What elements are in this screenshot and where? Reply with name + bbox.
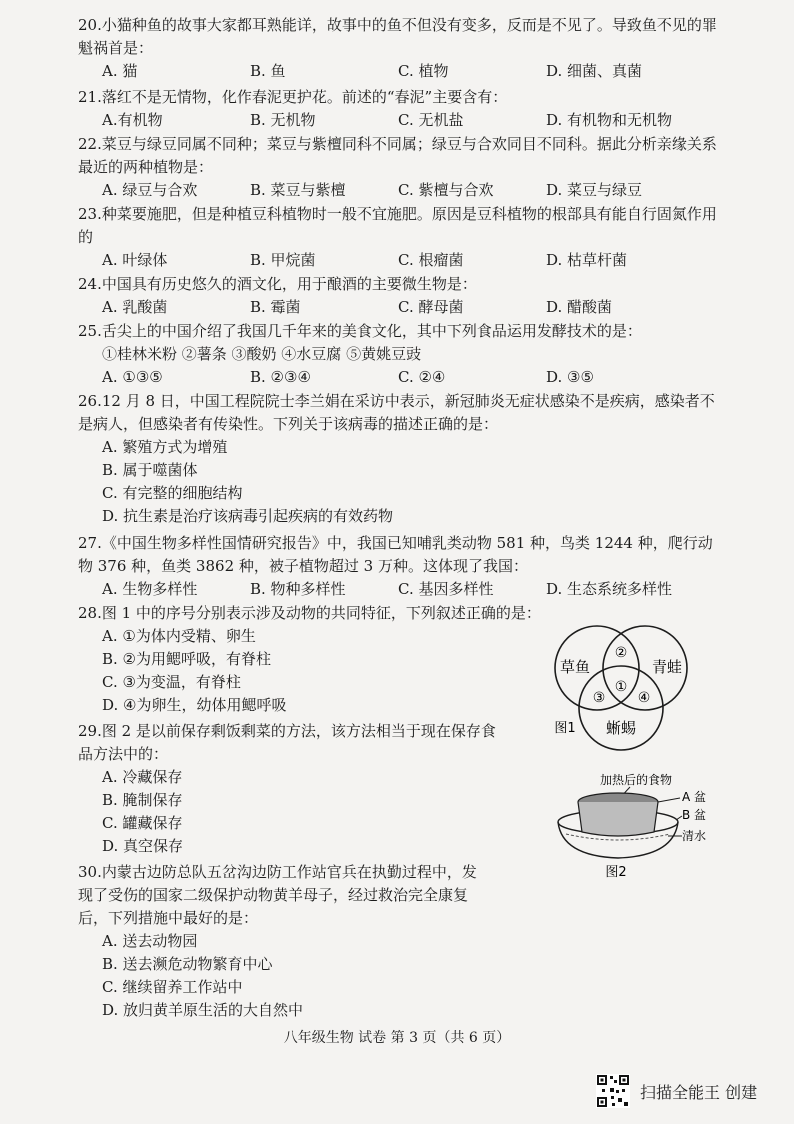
label-basin-b: B 盆 (682, 808, 707, 822)
option-b: B. 霉菌 (250, 298, 301, 316)
figure-1-caption: 图1 (554, 721, 576, 736)
question-29 (78, 720, 498, 858)
question-stem: 30.内蒙古边防总队五岔沟边防工作站官兵在执勤过程中，发现了受伤的国家二级保护动物黄羊母子，经过救治完全康复后，下列措施中最好的是： (78, 863, 477, 927)
label-water: 清水 (682, 829, 707, 843)
option-b: B. 送去濒危动物繁育中心 (102, 955, 273, 973)
question-stem: 22.菜豆与绿豆同属不同种；菜豆与紫檀同科不同属；绿豆与合欢同目不同科。据此分析亲缘关系最近的两种植物是： (78, 135, 717, 176)
option-a: A. 送去动物园 (102, 932, 198, 950)
figure-2-caption: 图2 (605, 865, 627, 880)
question-stem: 28.图 1 中的序号分别表示涉及动物的共同特征，下列叙述正确的是： (78, 604, 541, 622)
option-b: B. 菜豆与紫檀 (250, 181, 346, 199)
option-c: C. 根瘤菌 (398, 251, 464, 269)
option-a: A.有机物 (102, 111, 163, 129)
option-c: C. 紫檀与合欢 (398, 181, 494, 199)
option-d: D. 菜豆与绿豆 (546, 181, 643, 199)
option-a: A. 冷藏保存 (102, 768, 183, 786)
label-basin-a: A 盆 (682, 790, 707, 804)
option-a: A. 猫 (102, 62, 138, 80)
scanner-watermark (596, 1074, 757, 1108)
option-d: D. 真空保存 (102, 837, 184, 855)
question-24 (78, 273, 718, 319)
option-a: A. 乳酸菌 (102, 298, 168, 316)
option-d: D. 生态系统多样性 (546, 580, 673, 598)
option-a: A. 生物多样性 (102, 580, 198, 598)
option-d: D. ④为卵生，幼体用鳃呼吸 (102, 696, 287, 714)
option-a: A. 繁殖方式为增殖 (102, 438, 228, 456)
figure-1-venn (545, 615, 720, 755)
question-stem: 24.中国具有历史悠久的酒文化，用于酿酒的主要微生物是： (78, 275, 477, 293)
option-a: A. 绿豆与合欢 (102, 181, 198, 199)
option-c: C. 继续留养工作站中 (102, 978, 243, 996)
figure-2-basins (548, 770, 723, 882)
option-a: A. 叶绿体 (102, 251, 168, 269)
question-stem: 23.种菜要施肥，但是种植豆科植物时一般不宜施肥。原因是豆科植物的根部具有能自行固氮作用的 (78, 205, 717, 246)
option-c: C. ②④ (398, 368, 446, 386)
option-c: C. 无机盐 (398, 111, 464, 129)
venn-region-1: ① (614, 679, 628, 695)
venn-region-4: ④ (637, 690, 651, 706)
question-26 (78, 390, 718, 528)
basin-a-body (578, 802, 658, 836)
venn-label-grass-carp: 草鱼 (559, 658, 591, 676)
scanner-text: 扫描全能王 创建 (640, 1082, 758, 1102)
option-c: C. 罐藏保存 (102, 814, 183, 832)
question-23 (78, 203, 718, 272)
question-27 (78, 532, 718, 601)
food-list: ①桂林米粉 ②薯条 ③酸奶 ④水豆腐 ⑤黄姚豆豉 (102, 345, 422, 363)
label-line-a (658, 798, 680, 802)
option-d: D. 醋酸菌 (546, 298, 613, 316)
option-d: D. 细菌、真菌 (546, 62, 643, 80)
question-stem: 29.图 2 是以前保存剩饭剩菜的方法，该方法相当于现在保存食品方法中的： (78, 722, 496, 763)
option-b: B. ②③④ (250, 368, 311, 386)
option-d: D. 有机物和无机物 (546, 111, 673, 129)
option-c: C. ③为变温，有脊柱 (102, 673, 241, 691)
option-c: C. 植物 (398, 62, 449, 80)
question-stem: 26.12 月 8 日，中国工程院院士李兰娟在采访中表示，新冠肺炎无症状感染不是疾病，感染者不是病人，但感染者有传染性。下列关于该病毒的描述正确的是： (78, 392, 715, 433)
question-21 (78, 86, 718, 132)
option-c: C. 酵母菌 (398, 298, 464, 316)
page-footer: 八年级生物 试卷 第 3 页（共 6 页） (283, 1030, 511, 1046)
option-b: B. 无机物 (250, 111, 316, 129)
question-stem: 20.小猫种鱼的故事大家都耳熟能详，故事中的鱼不但没有变多，反而是不见了。导致鱼不见的罪魁祸首是： (78, 16, 717, 57)
venn-region-3: ③ (592, 690, 606, 706)
question-22 (78, 133, 718, 202)
venn-label-lizard: 蜥蜴 (605, 719, 637, 737)
option-a: A. ①③⑤ (102, 368, 163, 386)
question-stem: 27.《中国生物多样性国情研究报告》中，我国已知哺乳类动物 581 种，鸟类 1244 种，爬行动物 376 种，鱼类 3862 种，被子植物超过 3 万种。这体现了我国： (78, 534, 713, 575)
option-b: B. 属于噬菌体 (102, 461, 198, 479)
option-a: A. ①为体内受精、卵生 (102, 627, 256, 645)
option-b: B. 物种多样性 (250, 580, 346, 598)
option-d: D. 抗生素是治疗该病毒引起疾病的有效药物 (102, 507, 394, 525)
question-30 (78, 861, 478, 1022)
option-c: C. 有完整的细胞结构 (102, 484, 243, 502)
option-b: B. 甲烷菌 (250, 251, 316, 269)
qr-code-icon (596, 1074, 630, 1108)
option-d: D. ③⑤ (546, 368, 594, 386)
option-d: D. 放归黄羊原生活的大自然中 (102, 1001, 304, 1019)
option-c: C. 基因多样性 (398, 580, 494, 598)
question-25 (78, 320, 718, 389)
option-b: B. 腌制保存 (102, 791, 183, 809)
question-stem: 25.舌尖上的中国介绍了我国几千年来的美食文化，其中下列食品运用发酵技术的是： (78, 322, 642, 340)
figure-2-title: 加热后的食物 (599, 773, 673, 787)
option-b: B. 鱼 (250, 62, 286, 80)
question-stem: 21.落红不是无情物，化作春泥更护花。前述的“春泥”主要含有： (78, 88, 508, 106)
option-d: D. 枯草杆菌 (546, 251, 628, 269)
question-20 (78, 14, 718, 83)
venn-region-2: ② (614, 645, 628, 661)
option-b: B. ②为用鳃呼吸，有脊柱 (102, 650, 272, 668)
venn-label-frog: 青蛙 (651, 658, 683, 676)
